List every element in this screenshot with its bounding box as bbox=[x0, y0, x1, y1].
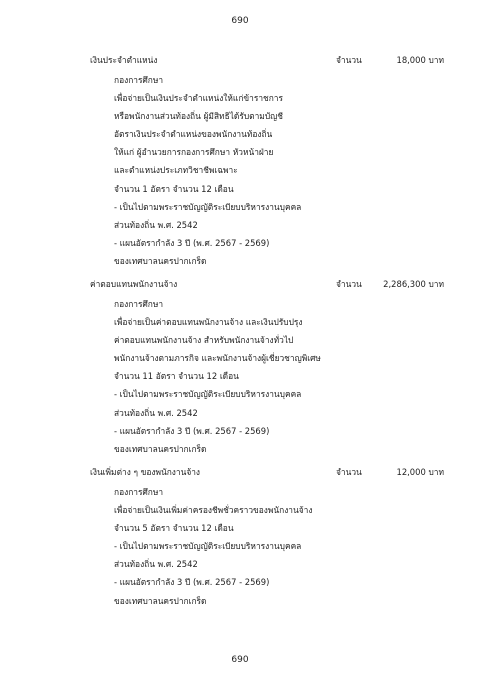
description-line: จำนวน 11 อัตรา จำนวน 12 เดือน bbox=[114, 371, 239, 382]
budget-amount: 12,000 บาท bbox=[396, 467, 444, 477]
page-number-top: 690 bbox=[231, 16, 249, 26]
quantity-label: จำนวน bbox=[336, 279, 362, 289]
description-line: - แผนอัตรากำลัง 3 ปี (พ.ศ. 2567 - 2569) bbox=[114, 237, 270, 248]
description-line: อัตราเงินประจำตำแหน่งของพนักงานท้องถิ่น bbox=[114, 129, 273, 140]
budget-item-header bbox=[90, 277, 450, 291]
budget-item-position-allowance bbox=[90, 53, 450, 270]
description-line: - แผนอัตรากำลัง 3 ปี (พ.ศ. 2567 - 2569) bbox=[114, 425, 270, 436]
description-line: กองการศึกษา bbox=[114, 487, 164, 497]
description-line: เพื่อจ่ายเป็นเงินเพิ่มค่าครองชีพชั่วคราวของพนักงานจ้าง bbox=[114, 505, 313, 516]
budget-item-title: เงินประจำตำแหน่ง bbox=[90, 55, 158, 65]
description-line: - เป็นไปตามพระราชบัญญัติระเบียบบริหารงานบุคคล bbox=[114, 389, 302, 400]
description-line: จำนวน 1 อัตรา จำนวน 12 เดือน bbox=[114, 183, 234, 194]
description-line: - แผนอัตรากำลัง 3 ปี (พ.ศ. 2567 - 2569) bbox=[114, 577, 270, 588]
description-line: ของเทศบาลนครปากเกร็ด bbox=[114, 595, 207, 606]
description-line: หรือพนักงานส่วนท้องถิ่น ผู้มีสิทธิได้รับตามบัญชี bbox=[114, 111, 283, 122]
budget-item-description bbox=[114, 483, 450, 610]
description-line: ส่วนท้องถิ่น พ.ศ. 2542 bbox=[114, 219, 198, 230]
description-line: เพื่อจ่ายเป็นเงินประจำตำแหน่งให้แก่ข้าราชการ bbox=[114, 93, 283, 104]
budget-amount: 18,000 บาท bbox=[396, 55, 444, 65]
budget-item-description bbox=[114, 295, 450, 458]
budget-amount: 2,286,300 บาท bbox=[383, 279, 444, 289]
budget-item-description bbox=[114, 71, 450, 270]
page-number-bottom: 690 bbox=[231, 655, 249, 665]
description-line: ให้แก่ ผู้อำนวยการกองการศึกษา หัวหน้าฝ่าย bbox=[114, 147, 274, 158]
description-line: ส่วนท้องถิ่น พ.ศ. 2542 bbox=[114, 559, 198, 570]
budget-item-title: เงินเพิ่มต่าง ๆ ของพนักงานจ้าง bbox=[90, 467, 201, 477]
description-line: - เป็นไปตามพระราชบัญญัติระเบียบบริหารงานบุคคล bbox=[114, 201, 302, 212]
budget-item-employee-compensation bbox=[90, 277, 450, 458]
description-line: กองการศึกษา bbox=[114, 299, 164, 309]
budget-item-header bbox=[90, 53, 450, 67]
budget-item-header bbox=[90, 465, 450, 479]
description-line: เพื่อจ่ายเป็นค่าตอบแทนพนักงานจ้าง และเงินปรับปรุง bbox=[114, 317, 303, 328]
quantity-label: จำนวน bbox=[336, 55, 362, 65]
description-line: และตำแหน่งประเภทวิชาชีพเฉพาะ bbox=[114, 165, 238, 176]
description-line: จำนวน 5 อัตรา จำนวน 12 เดือน bbox=[114, 523, 234, 534]
description-line: - เป็นไปตามพระราชบัญญัติระเบียบบริหารงานบุคคล bbox=[114, 541, 302, 552]
budget-item-title: ค่าตอบแทนพนักงานจ้าง bbox=[90, 279, 178, 289]
description-line: ส่วนท้องถิ่น พ.ศ. 2542 bbox=[114, 407, 198, 418]
quantity-label: จำนวน bbox=[336, 467, 362, 477]
budget-item-employee-additional-pay bbox=[90, 465, 450, 610]
description-line: พนักงานจ้างตามภารกิจ และพนักงานจ้างผู้เชี่ยวชาญพิเศษ bbox=[114, 353, 321, 364]
description-line: ค่าตอบแทนพนักงานจ้าง สำหรับพนักงานจ้างทั่วไป bbox=[114, 335, 294, 346]
description-line: กองการศึกษา bbox=[114, 75, 164, 85]
description-line: ของเทศบาลนครปากเกร็ด bbox=[114, 443, 207, 454]
description-line: ของเทศบาลนครปากเกร็ด bbox=[114, 255, 207, 266]
